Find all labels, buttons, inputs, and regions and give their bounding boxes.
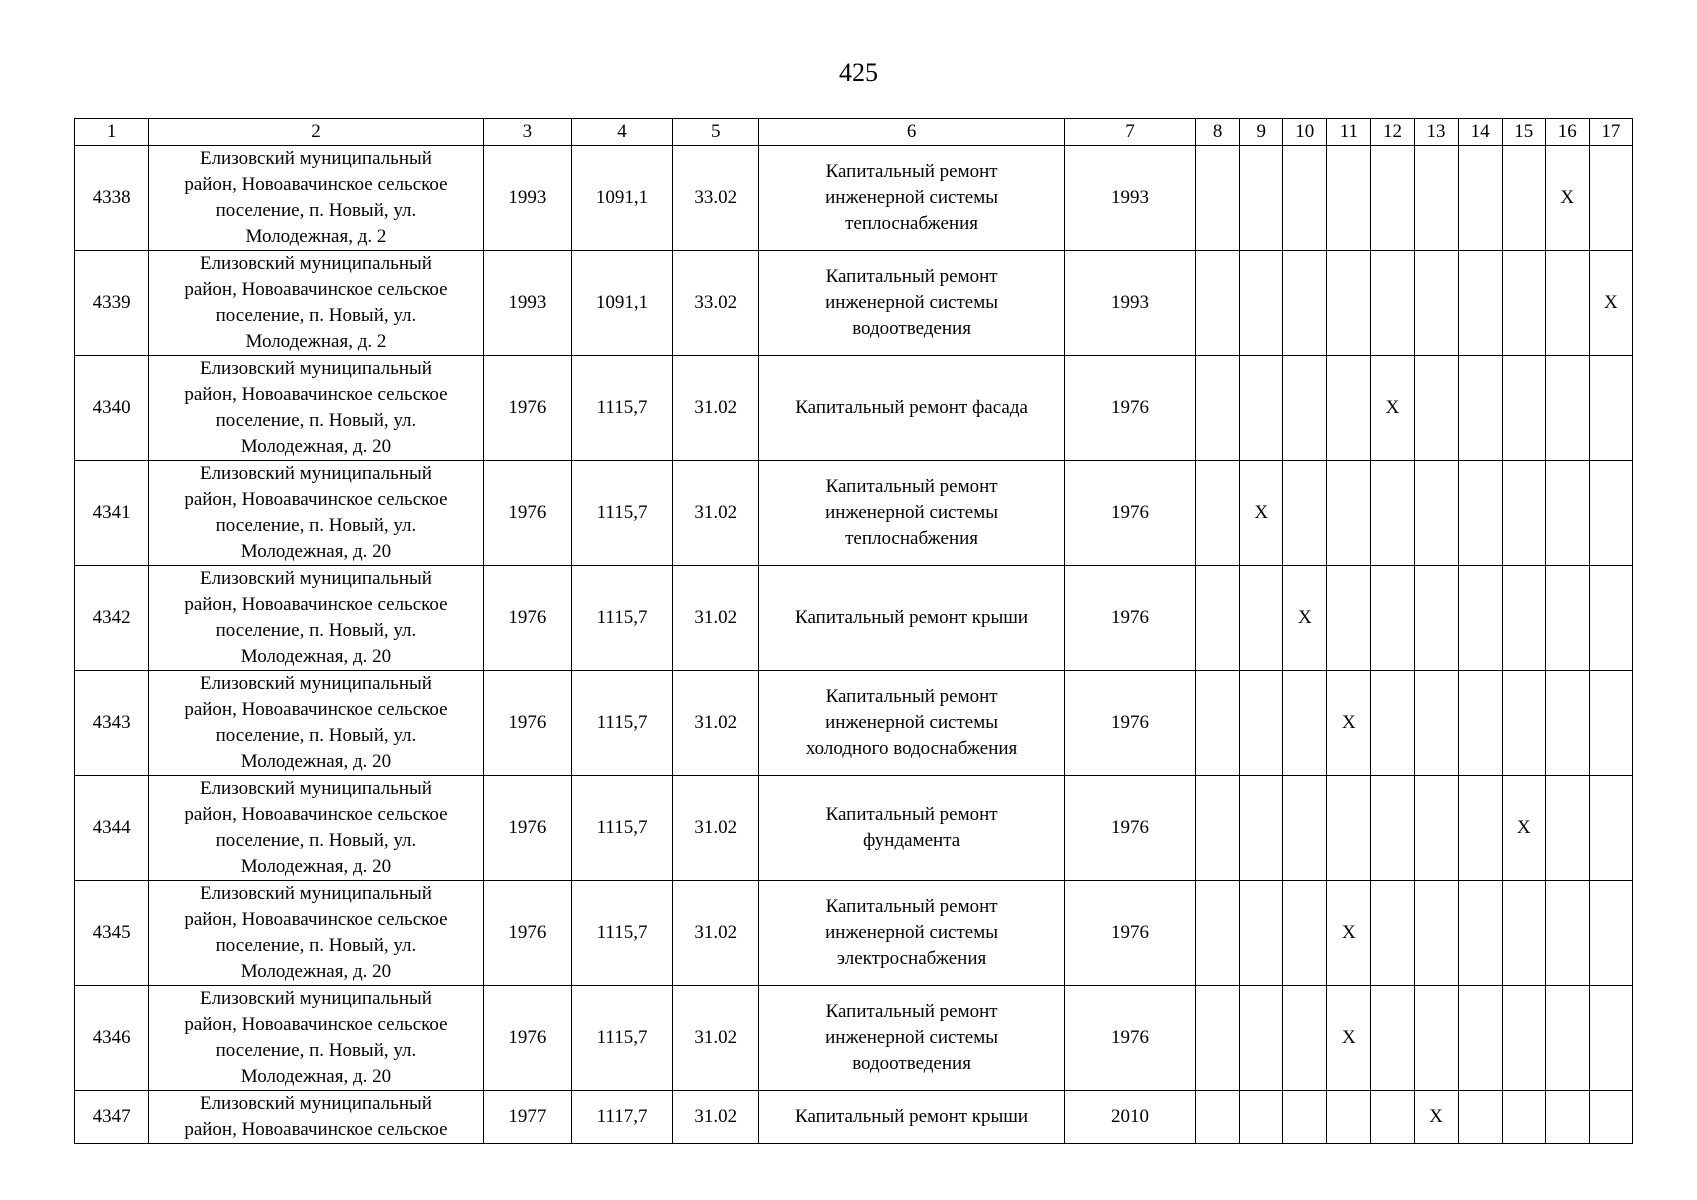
address-line: район, Новоавачинское сельское [184, 489, 448, 510]
year-cell: 1976 [483, 566, 571, 671]
column-number-row [75, 119, 1633, 146]
work-type-cell [759, 356, 1065, 461]
mark-cell [1196, 251, 1240, 356]
year-cell: 1993 [483, 251, 571, 356]
mark-cell [1240, 671, 1283, 776]
mark-cell: X [1327, 881, 1371, 986]
mark-cell [1196, 356, 1240, 461]
table-row [75, 671, 1633, 776]
address-cell [149, 356, 484, 461]
mark-cell [1196, 566, 1240, 671]
row-id-cell: 4342 [75, 566, 149, 671]
row-id-cell: 4340 [75, 356, 149, 461]
address-line: Елизовский муниципальный [199, 253, 432, 274]
address-line: Елизовский муниципальный [199, 1093, 432, 1114]
mark-cell [1458, 146, 1502, 251]
mark-cell [1371, 146, 1414, 251]
mark-cell [1240, 146, 1283, 251]
mark-cell [1502, 566, 1545, 671]
mark-cell [1458, 671, 1502, 776]
column-header: 9 [1240, 119, 1283, 146]
mark-cell [1371, 881, 1414, 986]
row-id-cell: 4344 [75, 776, 149, 881]
work-line: Капитальный ремонт [825, 896, 998, 917]
address-line: поселение, п. Новый, ул. [215, 725, 417, 746]
work-line: холодного водоснабжения [805, 738, 1018, 759]
column-header: 5 [673, 119, 759, 146]
address-line: район, Новоавачинское сельское [184, 1014, 448, 1035]
address-line: район, Новоавачинское сельское [184, 594, 448, 615]
work-line: Капитальный ремонт крыши [795, 1106, 1029, 1127]
mark-cell [1414, 986, 1458, 1091]
mark-cell [1240, 776, 1283, 881]
address-line: Молодежная, д. 2 [245, 226, 387, 247]
column-header: 17 [1589, 119, 1632, 146]
work-line: Капитальный ремонт [825, 1001, 998, 1022]
work-line: Капитальный ремонт [825, 161, 998, 182]
address-cell [149, 986, 484, 1091]
mark-cell [1502, 1091, 1545, 1144]
column-header: 14 [1458, 119, 1502, 146]
address-line: поселение, п. Новый, ул. [215, 620, 417, 641]
area-cell: 1091,1 [571, 146, 672, 251]
work-type-cell [759, 986, 1065, 1091]
year2-cell: 1976 [1064, 461, 1195, 566]
mark-cell [1545, 881, 1589, 986]
mark-cell [1196, 1091, 1240, 1144]
address-line: поселение, п. Новый, ул. [215, 1040, 417, 1061]
address-line: Молодежная, д. 20 [240, 751, 392, 772]
address-line: Молодежная, д. 20 [240, 1066, 392, 1087]
address-line: район, Новоавачинское сельское [184, 174, 448, 195]
work-type-cell [759, 566, 1065, 671]
mark-cell [1283, 986, 1327, 1091]
address-line: район, Новоавачинское сельское [184, 384, 448, 405]
work-type-cell [759, 881, 1065, 986]
mark-cell [1283, 356, 1327, 461]
mark-cell [1589, 146, 1632, 251]
year-cell: 1976 [483, 881, 571, 986]
address-line: район, Новоавачинское сельское [184, 909, 448, 930]
mark-cell [1196, 671, 1240, 776]
mark-cell [1458, 881, 1502, 986]
address-line: Елизовский муниципальный [199, 988, 432, 1009]
mark-cell [1589, 986, 1632, 1091]
code-cell: 31.02 [673, 566, 759, 671]
code-cell: 31.02 [673, 986, 759, 1091]
mark-cell [1502, 881, 1545, 986]
row-id-cell: 4338 [75, 146, 149, 251]
mark-cell [1240, 566, 1283, 671]
mark-cell [1545, 356, 1589, 461]
address-line: Елизовский муниципальный [199, 883, 432, 904]
address-line: район, Новоавачинское сельское [184, 279, 448, 300]
mark-cell [1240, 1091, 1283, 1144]
year-cell: 1976 [483, 461, 571, 566]
mark-cell [1545, 986, 1589, 1091]
mark-cell: X [1589, 251, 1632, 356]
work-line: водоотведения [852, 1053, 971, 1074]
address-line: Молодежная, д. 20 [240, 961, 392, 982]
mark-cell [1283, 776, 1327, 881]
mark-cell [1371, 566, 1414, 671]
code-cell: 33.02 [673, 251, 759, 356]
mark-cell [1589, 356, 1632, 461]
address-cell [149, 1091, 484, 1144]
area-cell: 1115,7 [571, 461, 672, 566]
area-cell: 1091,1 [571, 251, 672, 356]
area-cell: 1115,7 [571, 881, 672, 986]
mark-cell [1545, 461, 1589, 566]
row-id-cell: 4346 [75, 986, 149, 1091]
mark-cell [1196, 776, 1240, 881]
mark-cell [1371, 776, 1414, 881]
work-line: теплоснабжения [845, 528, 979, 549]
row-id-cell: 4343 [75, 671, 149, 776]
table-row [75, 1091, 1633, 1144]
area-cell: 1115,7 [571, 566, 672, 671]
mark-cell [1414, 881, 1458, 986]
mark-cell [1458, 1091, 1502, 1144]
work-line: теплоснабжения [845, 213, 979, 234]
address-line: поселение, п. Новый, ул. [215, 830, 417, 851]
work-line: инженерной системы [825, 922, 999, 943]
code-cell: 31.02 [673, 671, 759, 776]
work-line: водоотведения [852, 318, 971, 339]
year2-cell: 2010 [1064, 1091, 1195, 1144]
mark-cell [1414, 146, 1458, 251]
mark-cell [1589, 671, 1632, 776]
year-cell: 1976 [483, 671, 571, 776]
address-line: Елизовский муниципальный [199, 148, 432, 169]
address-line: район, Новоавачинское сельское [184, 1119, 448, 1140]
table-row [75, 356, 1633, 461]
mark-cell [1589, 461, 1632, 566]
table-row [75, 566, 1633, 671]
work-line: Капитальный ремонт фасада [795, 397, 1028, 418]
year2-cell: 1976 [1064, 776, 1195, 881]
work-line: Капитальный ремонт [825, 266, 998, 287]
area-cell: 1115,7 [571, 671, 672, 776]
address-cell [149, 566, 484, 671]
work-line: Капитальный ремонт [825, 476, 998, 497]
row-id-cell: 4345 [75, 881, 149, 986]
column-header: 13 [1414, 119, 1458, 146]
address-cell [149, 461, 484, 566]
mark-cell [1414, 671, 1458, 776]
table-row [75, 881, 1633, 986]
mark-cell [1371, 671, 1414, 776]
address-line: поселение, п. Новый, ул. [215, 935, 417, 956]
mark-cell [1327, 776, 1371, 881]
address-line: Елизовский муниципальный [199, 568, 432, 589]
area-cell: 1115,7 [571, 776, 672, 881]
mark-cell [1458, 566, 1502, 671]
table-body [75, 146, 1633, 1144]
mark-cell [1240, 986, 1283, 1091]
table-row [75, 986, 1633, 1091]
mark-cell [1545, 671, 1589, 776]
work-type-cell [759, 461, 1065, 566]
mark-cell [1327, 146, 1371, 251]
row-id-cell: 4347 [75, 1091, 149, 1144]
row-id-cell: 4341 [75, 461, 149, 566]
year-cell: 1976 [483, 776, 571, 881]
work-type-cell [759, 146, 1065, 251]
address-line: поселение, п. Новый, ул. [215, 410, 417, 431]
column-header: 6 [759, 119, 1065, 146]
column-header: 8 [1196, 119, 1240, 146]
code-cell: 31.02 [673, 776, 759, 881]
register-table [74, 118, 1633, 1144]
mark-cell [1545, 566, 1589, 671]
mark-cell [1371, 461, 1414, 566]
mark-cell [1589, 881, 1632, 986]
year-cell: 1976 [483, 356, 571, 461]
address-line: Елизовский муниципальный [199, 358, 432, 379]
mark-cell [1502, 356, 1545, 461]
mark-cell [1502, 146, 1545, 251]
mark-cell [1414, 566, 1458, 671]
mark-cell [1283, 461, 1327, 566]
mark-cell [1502, 671, 1545, 776]
column-header: 7 [1064, 119, 1195, 146]
column-header: 11 [1327, 119, 1371, 146]
address-cell [149, 881, 484, 986]
mark-cell [1545, 1091, 1589, 1144]
mark-cell: X [1240, 461, 1283, 566]
mark-cell: X [1414, 1091, 1458, 1144]
mark-cell [1196, 146, 1240, 251]
address-cell [149, 671, 484, 776]
page-number: 425 [839, 58, 878, 87]
mark-cell [1458, 251, 1502, 356]
mark-cell: X [1502, 776, 1545, 881]
area-cell: 1115,7 [571, 356, 672, 461]
mark-cell [1371, 251, 1414, 356]
mark-cell [1589, 776, 1632, 881]
year-cell: 1976 [483, 986, 571, 1091]
year2-cell: 1976 [1064, 881, 1195, 986]
work-line: электроснабжения [836, 948, 987, 969]
work-type-cell [759, 671, 1065, 776]
work-type-cell [759, 1091, 1065, 1144]
mark-cell [1458, 776, 1502, 881]
mark-cell [1414, 461, 1458, 566]
mark-cell [1240, 881, 1283, 986]
table-row [75, 146, 1633, 251]
address-line: район, Новоавачинское сельское [184, 699, 448, 720]
column-header: 15 [1502, 119, 1545, 146]
area-cell: 1115,7 [571, 986, 672, 1091]
work-line: Капитальный ремонт [825, 804, 998, 825]
code-cell: 31.02 [673, 881, 759, 986]
mark-cell [1196, 461, 1240, 566]
table-row [75, 251, 1633, 356]
code-cell: 31.02 [673, 1091, 759, 1144]
column-header: 1 [75, 119, 149, 146]
mark-cell [1283, 1091, 1327, 1144]
code-cell: 31.02 [673, 356, 759, 461]
year2-cell: 1976 [1064, 671, 1195, 776]
table-row [75, 461, 1633, 566]
year-cell: 1993 [483, 146, 571, 251]
mark-cell [1414, 356, 1458, 461]
mark-cell: X [1371, 356, 1414, 461]
mark-cell [1283, 146, 1327, 251]
mark-cell [1414, 251, 1458, 356]
address-line: поселение, п. Новый, ул. [215, 200, 417, 221]
mark-cell [1458, 461, 1502, 566]
address-line: Молодежная, д. 20 [240, 646, 392, 667]
work-type-cell [759, 776, 1065, 881]
year2-cell: 1976 [1064, 566, 1195, 671]
address-line: Елизовский муниципальный [199, 778, 432, 799]
work-line: Капитальный ремонт [825, 686, 998, 707]
mark-cell [1196, 986, 1240, 1091]
mark-cell [1458, 356, 1502, 461]
address-line: поселение, п. Новый, ул. [215, 305, 417, 326]
year-cell: 1977 [483, 1091, 571, 1144]
address-cell [149, 251, 484, 356]
column-header: 16 [1545, 119, 1589, 146]
address-line: Елизовский муниципальный [199, 463, 432, 484]
address-line: Елизовский муниципальный [199, 673, 432, 694]
address-line: Молодежная, д. 20 [240, 436, 392, 457]
mark-cell [1283, 251, 1327, 356]
year2-cell: 1993 [1064, 146, 1195, 251]
year2-cell: 1976 [1064, 356, 1195, 461]
work-line: Капитальный ремонт крыши [795, 607, 1029, 628]
address-line: поселение, п. Новый, ул. [215, 515, 417, 536]
work-line: фундамента [862, 830, 961, 851]
work-line: инженерной системы [825, 1027, 999, 1048]
mark-cell [1589, 1091, 1632, 1144]
mark-cell [1371, 1091, 1414, 1144]
mark-cell [1589, 566, 1632, 671]
mark-cell [1327, 566, 1371, 671]
area-cell: 1117,7 [571, 1091, 672, 1144]
mark-cell [1371, 986, 1414, 1091]
mark-cell [1327, 251, 1371, 356]
mark-cell [1502, 461, 1545, 566]
column-header: 12 [1371, 119, 1414, 146]
row-id-cell: 4339 [75, 251, 149, 356]
mark-cell: X [1283, 566, 1327, 671]
address-cell [149, 146, 484, 251]
column-header: 3 [483, 119, 571, 146]
mark-cell [1502, 251, 1545, 356]
code-cell: 31.02 [673, 461, 759, 566]
work-line: инженерной системы [825, 502, 999, 523]
mark-cell [1502, 986, 1545, 1091]
mark-cell [1458, 986, 1502, 1091]
mark-cell [1240, 251, 1283, 356]
work-line: инженерной системы [825, 292, 999, 313]
mark-cell [1414, 776, 1458, 881]
year2-cell: 1976 [1064, 986, 1195, 1091]
address-cell [149, 776, 484, 881]
mark-cell: X [1327, 986, 1371, 1091]
work-line: инженерной системы [825, 187, 999, 208]
table-row [75, 776, 1633, 881]
mark-cell [1283, 671, 1327, 776]
mark-cell [1327, 356, 1371, 461]
address-line: Молодежная, д. 2 [245, 331, 387, 352]
column-header: 2 [149, 119, 484, 146]
year2-cell: 1993 [1064, 251, 1195, 356]
mark-cell [1327, 461, 1371, 566]
mark-cell [1196, 881, 1240, 986]
work-type-cell [759, 251, 1065, 356]
mark-cell [1545, 251, 1589, 356]
mark-cell [1327, 1091, 1371, 1144]
mark-cell: X [1545, 146, 1589, 251]
column-header: 4 [571, 119, 672, 146]
mark-cell [1545, 776, 1589, 881]
address-line: Молодежная, д. 20 [240, 541, 392, 562]
mark-cell [1283, 881, 1327, 986]
work-line: инженерной системы [825, 712, 999, 733]
code-cell: 33.02 [673, 146, 759, 251]
address-line: район, Новоавачинское сельское [184, 804, 448, 825]
mark-cell: X [1327, 671, 1371, 776]
mark-cell [1240, 356, 1283, 461]
column-header: 10 [1283, 119, 1327, 146]
address-line: Молодежная, д. 20 [240, 856, 392, 877]
